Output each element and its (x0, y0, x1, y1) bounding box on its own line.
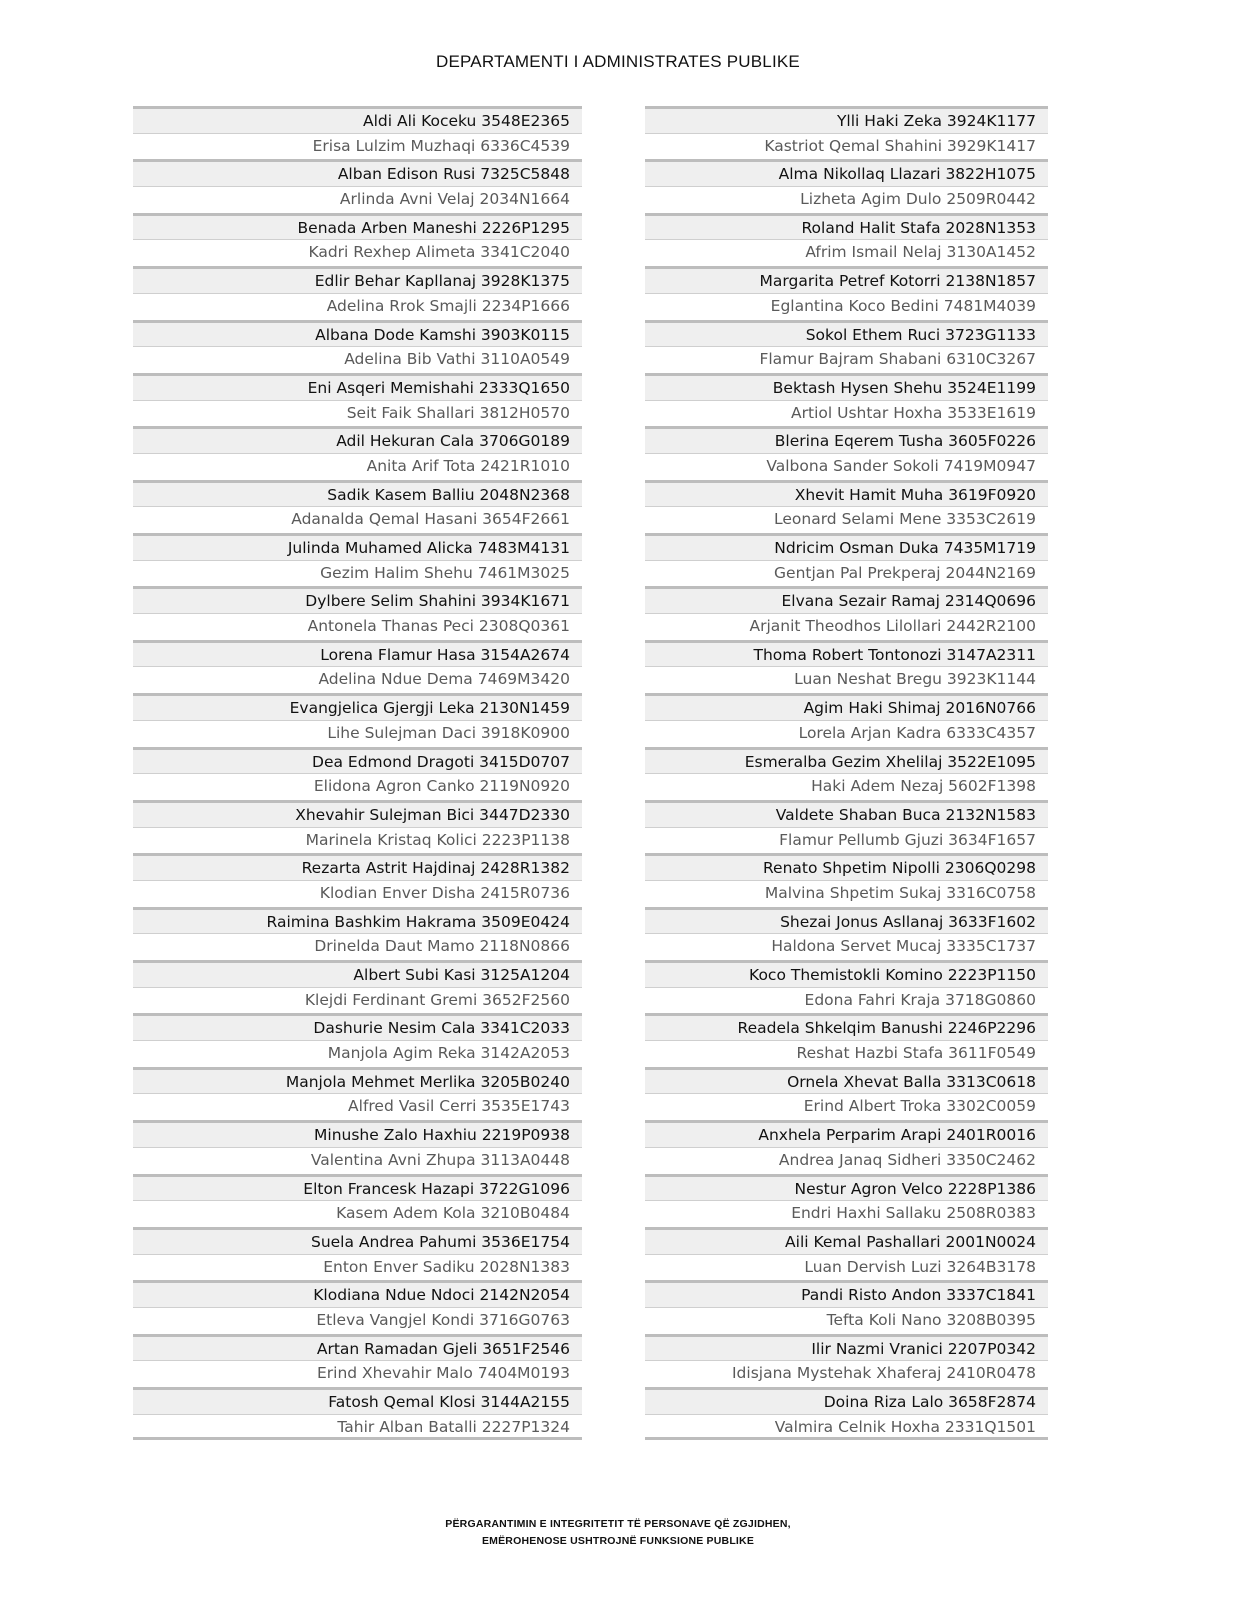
list-item: Valdete Shaban Buca 2132N1583 (645, 800, 1048, 827)
list-item: Rezarta Astrit Hajdinaj 2428R1382 (133, 853, 582, 880)
list-item: Nestur Agron Velco 2228P1386 (645, 1174, 1048, 1201)
list-item: Blerina Eqerem Tusha 3605F0226 (645, 426, 1048, 453)
list-item: Marinela Kristaq Kolici 2223P1138 (133, 827, 582, 854)
list-item: Renato Shpetim Nipolli 2306Q0298 (645, 853, 1048, 880)
list-item: Anxhela Perparim Arapi 2401R0016 (645, 1120, 1048, 1147)
list-item: Elton Francesk Hazapi 3722G1096 (133, 1174, 582, 1201)
list-item: Gezim Halim Shehu 7461M3025 (133, 560, 582, 587)
list-item: Reshat Hazbi Stafa 3611F0549 (645, 1040, 1048, 1067)
list-item: Valentina Avni Zhupa 3113A0448 (133, 1147, 582, 1174)
list-item: Thoma Robert Tontonozi 3147A2311 (645, 640, 1048, 667)
list-item: Erisa Lulzim Muzhaqi 6336C4539 (133, 133, 582, 160)
list-item: Albana Dode Kamshi 3903K0115 (133, 320, 582, 347)
list-item: Lorela Arjan Kadra 6333C4357 (645, 720, 1048, 747)
list-item: Idisjana Mystehak Xhaferaj 2410R0478 (645, 1360, 1048, 1387)
list-item: Ilir Nazmi Vranici 2207P0342 (645, 1334, 1048, 1361)
list-item: Ndricim Osman Duka 7435M1719 (645, 533, 1048, 560)
list-item: Elvana Sezair Ramaj 2314Q0696 (645, 586, 1048, 613)
list-item: Esmeralba Gezim Xhelilaj 3522E1095 (645, 747, 1048, 774)
footer-line-1: PËRGARANTIMIN E INTEGRITETIT TË PERSONAVE QË ZGJIDHEN, (445, 1518, 791, 1530)
list-item: Margarita Petref Kotorri 2138N1857 (645, 266, 1048, 293)
list-item: Fatosh Qemal Klosi 3144A2155 (133, 1387, 582, 1414)
list-item: Adelina Rrok Smajli 2234P1666 (133, 293, 582, 320)
list-item: Kadri Rexhep Alimeta 3341C2040 (133, 239, 582, 266)
list-item: Haldona Servet Mucaj 3335C1737 (645, 933, 1048, 960)
list-item: Dashurie Nesim Cala 3341C2033 (133, 1013, 582, 1040)
list-item: Edlir Behar Kapllanaj 3928K1375 (133, 266, 582, 293)
list-item: Etleva Vangjel Kondi 3716G0763 (133, 1307, 582, 1334)
list-item: Aili Kemal Pashallari 2001N0024 (645, 1227, 1048, 1254)
list-item: Flamur Pellumb Gjuzi 3634F1657 (645, 827, 1048, 854)
list-item: Kasem Adem Kola 3210B0484 (133, 1200, 582, 1227)
list-item: Adelina Ndue Dema 7469M3420 (133, 666, 582, 693)
list-item: Andrea Janaq Sidheri 3350C2462 (645, 1147, 1048, 1174)
list-item: Edona Fahri Kraja 3718G0860 (645, 987, 1048, 1014)
list-item: Haki Adem Nezaj 5602F1398 (645, 773, 1048, 800)
list-item: Enton Enver Sadiku 2028N1383 (133, 1254, 582, 1281)
left-name-column (133, 106, 582, 1440)
right-name-column (645, 106, 1048, 1440)
list-item: Drinelda Daut Mamo 2118N0866 (133, 933, 582, 960)
list-item: Artiol Ushtar Hoxha 3533E1619 (645, 400, 1048, 427)
list-item: Lihe Sulejman Daci 3918K0900 (133, 720, 582, 747)
list-item: Anita Arif Tota 2421R1010 (133, 453, 582, 480)
list-item: Klodian Enver Disha 2415R0736 (133, 880, 582, 907)
list-item: Seit Faik Shallari 3812H0570 (133, 400, 582, 427)
list-item: Luan Neshat Bregu 3923K1144 (645, 666, 1048, 693)
list-item: Valmira Celnik Hoxha 2331Q1501 (645, 1414, 1048, 1441)
page-title: DEPARTAMENTI I ADMINISTRATES PUBLIKE (436, 52, 800, 71)
list-item: Ornela Xhevat Balla 3313C0618 (645, 1067, 1048, 1094)
list-item: Benada Arben Maneshi 2226P1295 (133, 213, 582, 240)
list-item: Suela Andrea Pahumi 3536E1754 (133, 1227, 582, 1254)
list-item: Arlinda Avni Velaj 2034N1664 (133, 186, 582, 213)
list-item: Adelina Bib Vathi 3110A0549 (133, 346, 582, 373)
list-item: Endri Haxhi Sallaku 2508R0383 (645, 1200, 1048, 1227)
list-item: Klodiana Ndue Ndoci 2142N2054 (133, 1280, 582, 1307)
list-item: Afrim Ismail Nelaj 3130A1452 (645, 239, 1048, 266)
list-item: Pandi Risto Andon 3337C1841 (645, 1280, 1048, 1307)
list-item: Roland Halit Stafa 2028N1353 (645, 213, 1048, 240)
list-item: Elidona Agron Canko 2119N0920 (133, 773, 582, 800)
list-item: Lizheta Agim Dulo 2509R0442 (645, 186, 1048, 213)
list-item: Gentjan Pal Prekperaj 2044N2169 (645, 560, 1048, 587)
list-item: Julinda Muhamed Alicka 7483M4131 (133, 533, 582, 560)
list-item: Alban Edison Rusi 7325C5848 (133, 159, 582, 186)
list-item: Artan Ramadan Gjeli 3651F2546 (133, 1334, 582, 1361)
list-item: Ylli Haki Zeka 3924K1177 (645, 106, 1048, 133)
list-item: Klejdi Ferdinant Gremi 3652F2560 (133, 987, 582, 1014)
list-item: Agim Haki Shimaj 2016N0766 (645, 693, 1048, 720)
list-item: Kastriot Qemal Shahini 3929K1417 (645, 133, 1048, 160)
list-item: Valbona Sander Sokoli 7419M0947 (645, 453, 1048, 480)
list-item: Dea Edmond Dragoti 3415D0707 (133, 747, 582, 774)
list-item: Lorena Flamur Hasa 3154A2674 (133, 640, 582, 667)
list-item: Aldi Ali Koceku 3548E2365 (133, 106, 582, 133)
list-item: Adanalda Qemal Hasani 3654F2661 (133, 506, 582, 533)
list-item: Evangjelica Gjergji Leka 2130N1459 (133, 693, 582, 720)
list-item: Koco Themistokli Komino 2223P1150 (645, 960, 1048, 987)
list-item: Sadik Kasem Balliu 2048N2368 (133, 480, 582, 507)
list-item: Manjola Mehmet Merlika 3205B0240 (133, 1067, 582, 1094)
list-item: Eglantina Koco Bedini 7481M4039 (645, 293, 1048, 320)
list-item: Leonard Selami Mene 3353C2619 (645, 506, 1048, 533)
list-item: Luan Dervish Luzi 3264B3178 (645, 1254, 1048, 1281)
list-item: Flamur Bajram Shabani 6310C3267 (645, 346, 1048, 373)
list-item: Xhevit Hamit Muha 3619F0920 (645, 480, 1048, 507)
list-item: Sokol Ethem Ruci 3723G1133 (645, 320, 1048, 347)
list-item: Alfred Vasil Cerri 3535E1743 (133, 1093, 582, 1120)
list-item: Doina Riza Lalo 3658F2874 (645, 1387, 1048, 1414)
list-item: Tefta Koli Nano 3208B0395 (645, 1307, 1048, 1334)
list-item: Dylbere Selim Shahini 3934K1671 (133, 586, 582, 613)
footer-line-2: EMËROHENOSE USHTROJNË FUNKSIONE PUBLIKE (481, 1535, 755, 1547)
page-footer (0, 1516, 1236, 1550)
list-item: Alma Nikollaq Llazari 3822H1075 (645, 159, 1048, 186)
list-item: Readela Shkelqim Banushi 2246P2296 (645, 1013, 1048, 1040)
list-item: Adil Hekuran Cala 3706G0189 (133, 426, 582, 453)
list-item: Manjola Agim Reka 3142A2053 (133, 1040, 582, 1067)
list-item: Malvina Shpetim Sukaj 3316C0758 (645, 880, 1048, 907)
list-item: Erind Xhevahir Malo 7404M0193 (133, 1360, 582, 1387)
list-item: Raimina Bashkim Hakrama 3509E0424 (133, 907, 582, 934)
list-item: Bektash Hysen Shehu 3524E1199 (645, 373, 1048, 400)
list-item: Albert Subi Kasi 3125A1204 (133, 960, 582, 987)
list-item: Tahir Alban Batalli 2227P1324 (133, 1414, 582, 1441)
list-item: Antonela Thanas Peci 2308Q0361 (133, 613, 582, 640)
list-item: Xhevahir Sulejman Bici 3447D2330 (133, 800, 582, 827)
list-item: Arjanit Theodhos Lilollari 2442R2100 (645, 613, 1048, 640)
list-item: Minushe Zalo Haxhiu 2219P0938 (133, 1120, 582, 1147)
list-item: Erind Albert Troka 3302C0059 (645, 1093, 1048, 1120)
list-item: Shezai Jonus Asllanaj 3633F1602 (645, 907, 1048, 934)
list-item: Eni Asqeri Memishahi 2333Q1650 (133, 373, 582, 400)
